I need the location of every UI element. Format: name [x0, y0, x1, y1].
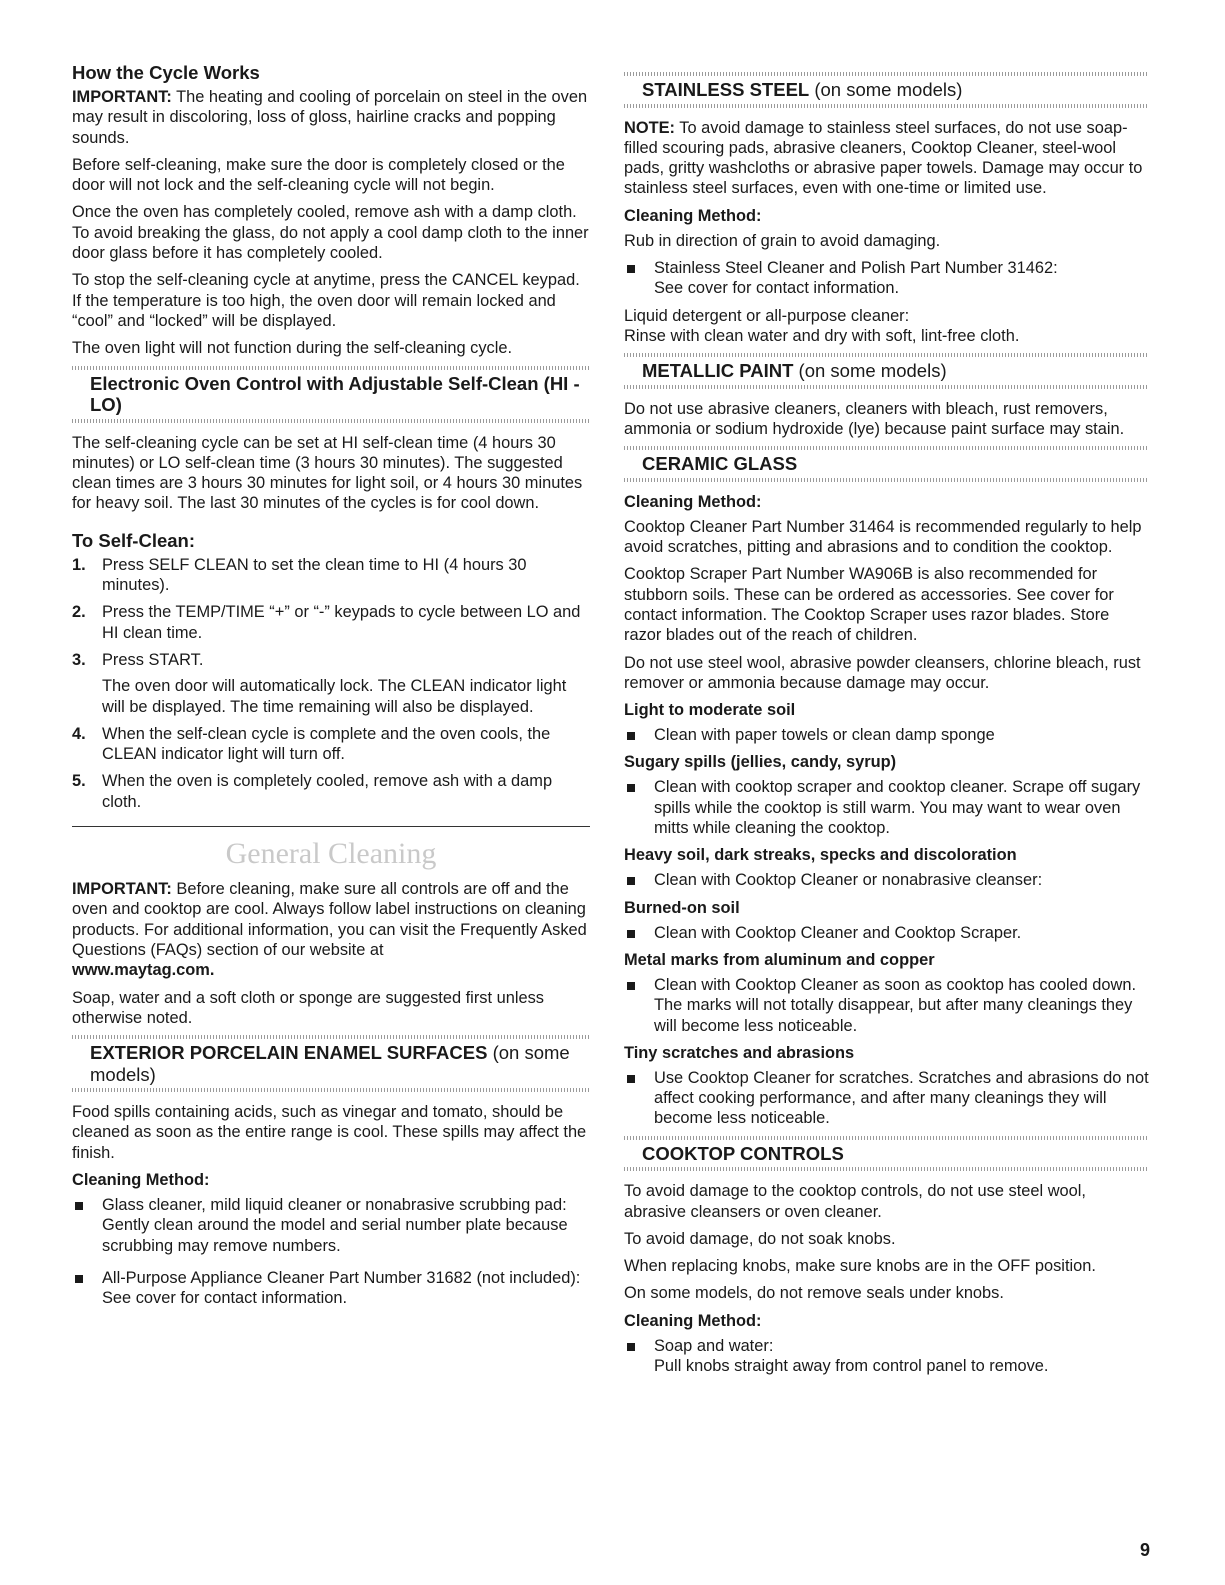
list-item: Clean with Cooktop Cleaner or nonabrasive cleanser: [624, 870, 1149, 890]
page-number: 9 [1139, 1540, 1150, 1560]
square-bullet-icon [627, 982, 635, 990]
soil-list [624, 870, 1149, 890]
soil-heading: Tiny scratches and abrasions [624, 1043, 855, 1062]
controls-paragraph: On some models, do not remove seals under knobs. [624, 1284, 1004, 1303]
cooktop-controls-banner [624, 1136, 1149, 1172]
list-item: Use Cooktop Cleaner for scratches. Scratches and abrasions do not affect cooking performance, and after many cleanings they will become less noticeable. [624, 1068, 1149, 1129]
important-label: IMPORTANT: [72, 88, 172, 106]
important-text: The heating and cooling of porcelain on steel in the oven may result in discoloring, loss of gloss, hairline cracks and popping sounds. [72, 88, 588, 147]
step-item: 1. Press SELF CLEAN to set the clean time to HI (4 hours 30 minutes). [72, 555, 527, 595]
stainless-note: NOTE: To avoid damage to stainless steel surfaces, do not use soap-filled scouring pads, abrasive cleaners, Cooktop Cleaner, steel-wool pads, gritty washcloths or abrasive paper towels. Damage may occur to stainless steel surfaces, even with one-time or limited use. [624, 118, 1143, 198]
square-bullet-icon [627, 265, 635, 273]
self-clean-steps [72, 555, 590, 812]
how-cycle-paragraph: Before self-cleaning, make sure the door is completely closed or the door will not lock and the self-cleaning cycle will not begin. [72, 155, 565, 195]
square-bullet-icon [75, 1202, 83, 1210]
to-self-clean-heading: To Self-Clean: [72, 529, 195, 551]
square-bullet-icon [627, 732, 635, 740]
banner-title: STAINLESS STEEL (on some models) [642, 79, 963, 100]
section-divider [72, 826, 590, 827]
controls-paragraph: To avoid damage to the cooktop controls, do not use steel wool, abrasive cleansers or oven cleaner. [624, 1182, 1086, 1221]
list-item: All-Purpose Appliance Cleaner Part Number 31682 (not included): See cover for contact information. [72, 1268, 590, 1309]
exterior-porcelain-banner [72, 1035, 590, 1092]
stainless-paragraph: Liquid detergent or all-purpose cleaner: [624, 306, 910, 325]
square-bullet-icon [627, 877, 635, 885]
how-cycle-paragraph: The oven light will not function during the self-cleaning cycle. [72, 339, 513, 358]
electronic-paragraph: The self-cleaning cycle can be set at HI self-clean time (4 hours 30 minutes) or LO self-clean time (3 hours 30 minutes). The suggested clean times are 3 hours 30 minutes for light soil, or 4 hours 30 minutes for heavy soil. The last 30 minutes of the cycles is for cool down. [72, 433, 583, 513]
electronic-control-banner [72, 366, 590, 423]
controls-paragraph: To avoid damage, do not soak knobs. [624, 1229, 896, 1248]
right-column [624, 62, 1149, 1383]
banner-title: METALLIC PAINT (on some models) [642, 360, 947, 382]
controls-paragraph: When replacing knobs, make sure knobs are in the OFF position. [624, 1257, 1096, 1276]
ceramic-paragraph: Cooktop Cleaner Part Number 31464 is recommended regularly to help avoid scratches, pitting and abrasions and to condition the cooktop. [624, 517, 1142, 557]
left-column [72, 62, 590, 1315]
banner-title: COOKTOP CONTROLS [642, 1142, 844, 1164]
step-item: 4. When the self-clean cycle is complete and the oven cools, the CLEAN indicator light will turn off. [72, 724, 551, 764]
list-item: Stainless Steel Cleaner and Polish Part Number 31462: See cover for contact information. [624, 258, 1149, 299]
stainless-paragraph: Rub in direction of grain to avoid damaging. [624, 231, 941, 250]
square-bullet-icon [627, 1075, 635, 1083]
general-paragraph: Soap, water and a soft cloth or sponge are suggested first unless otherwise noted. [72, 988, 544, 1027]
ceramic-glass-banner [624, 446, 1149, 482]
soil-heading: Heavy soil, dark streaks, specks and discoloration [624, 846, 1017, 865]
ceramic-paragraph: Do not use steel wool, abrasive powder cleansers, chlorine bleach, rust remover or ammonia because damage may occur. [624, 653, 1141, 692]
soil-heading: Sugary spills (jellies, candy, syrup) [624, 753, 897, 772]
banner-title: CERAMIC GLASS [642, 453, 798, 475]
banner-title: Electronic Oven Control with Adjustable Self-Clean (HI - LO) [90, 372, 580, 416]
controls-methods-list [624, 1336, 1149, 1377]
square-bullet-icon [75, 1275, 83, 1283]
general-cleaning-title: General Cleaning [225, 837, 437, 871]
soil-list [624, 923, 1149, 943]
cleaning-method-heading: Cleaning Method: [624, 206, 762, 225]
website-link-text: www.maytag.com. [72, 961, 215, 980]
soil-heading: Light to moderate soil [624, 701, 796, 720]
list-item: Clean with Cooktop Cleaner and Cooktop Scraper. [624, 923, 1149, 943]
soil-list [624, 975, 1149, 1036]
exterior-methods-list [72, 1195, 590, 1308]
square-bullet-icon [627, 930, 635, 938]
stainless-steel-banner [624, 72, 1149, 108]
soil-heading: Burned-on soil [624, 898, 740, 917]
exterior-paragraph: Food spills containing acids, such as vinegar and tomato, should be cleaned as soon as the entire range is cool. These spills may affect the finish. [72, 1103, 587, 1162]
step-item: 5. When the oven is completely cooled, remove ash with a damp cloth. [72, 772, 553, 811]
list-item: Clean with Cooktop Cleaner as soon as cooktop has cooled down. The marks will not totally disappear, but after many cleanings they will become less noticeable. [624, 975, 1149, 1036]
step-item: 2. Press the TEMP/TIME “+” or “-” keypads to cycle between LO and HI clean time. [72, 603, 581, 642]
soil-list [624, 777, 1149, 838]
stainless-methods-list [624, 258, 1149, 299]
ceramic-paragraph: Cooktop Scraper Part Number WA906B is also recommended for stubborn soils. These can be ordered as accessories. See cover for contact information. The Cooktop Scraper uses razor blades. Store razor blades out of the reach of children. [624, 565, 1114, 645]
how-cycle-important [72, 87, 590, 148]
list-item: Soap and water: Pull knobs straight away from control panel to remove. [624, 1336, 1149, 1377]
soil-heading: Metal marks from aluminum and copper [624, 950, 935, 969]
stainless-paragraph: Rinse with clean water and dry with soft, lint-free cloth. [624, 326, 1020, 345]
soil-list [624, 725, 1149, 745]
soil-list [624, 1068, 1149, 1129]
general-important: IMPORTANT: Before cleaning, make sure all controls are off and the oven and cooktop are cool. Always follow label instructions on cleaning products. For additional information, you can visit the Frequently Asked Questions (FAQs) section of our website at www.maytag.com. [72, 879, 590, 980]
square-bullet-icon [627, 784, 635, 792]
list-item: Clean with paper towels or clean damp sponge [624, 725, 1149, 745]
cleaning-method-heading: Cleaning Method: [72, 1170, 210, 1189]
metallic-paragraph: Do not use abrasive cleaners, cleaners with bleach, rust removers, ammonia or sodium hydroxide (lye) because paint surface may stain. [624, 399, 1125, 438]
list-item: Clean with cooktop scraper and cooktop cleaner. Scrape off sugary spills while the cooktop is still warm. You may want to wear oven mitts while cleaning the cooktop. [624, 777, 1149, 838]
metallic-paint-banner [624, 353, 1149, 389]
banner-title: EXTERIOR PORCELAIN ENAMEL SURFACES (on some models) [90, 1042, 570, 1085]
cleaning-method-heading: Cleaning Method: [624, 1311, 762, 1330]
cleaning-method-heading: Cleaning Method: [624, 492, 762, 511]
square-bullet-icon [627, 1343, 635, 1351]
step-item: 3. Press START. The oven door will automatically lock. The CLEAN indicator light will be displayed. The time remaining will also be displayed. [72, 650, 567, 716]
how-cycle-paragraph: To stop the self-cleaning cycle at anytime, press the CANCEL keypad. If the temperature is too high, the oven door will remain locked and “cool” and “locked” will be displayed. [72, 271, 580, 330]
how-cycle-heading: How the Cycle Works [72, 62, 260, 83]
list-item: Glass cleaner, mild liquid cleaner or nonabrasive scrubbing pad: Gently clean around the model and serial number plate because scrubbing may remove numbers. [72, 1195, 590, 1256]
how-cycle-paragraph: Once the oven has completely cooled, remove ash with a damp cloth. To avoid breaking the glass, do not apply a cool damp cloth to the inner door glass before it has completely cooled. [72, 203, 589, 263]
